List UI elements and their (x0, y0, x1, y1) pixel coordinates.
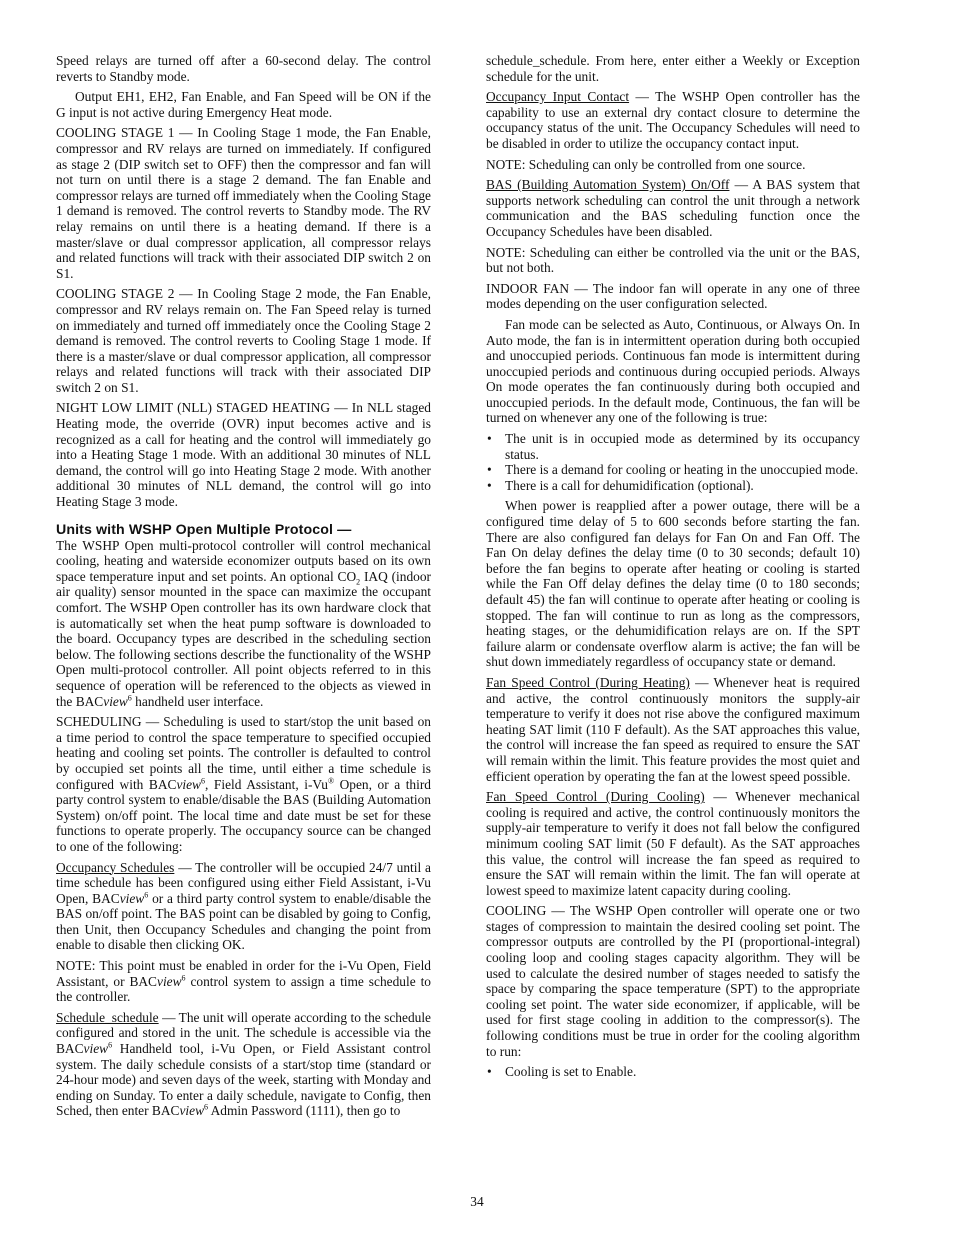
paragraph-night-low-limit: NIGHT LOW LIMIT (NLL) STAGED HEATING — In NLL staged Heating mode, the override (OVR) input becomes active and is recognized as a call for heating and the control will immediately go into a Heating Stage 1 mode. With an additional 30 minutes of NLL demand, the control will go into Heating Stage 2 mode. With another additional 30 minutes of NLL demand, the control will go into Heating Stage 3 mode. (56, 400, 431, 510)
term-fan-speed-cooling: Fan Speed Control (During Cooling) (486, 789, 705, 805)
paragraph-scheduling: SCHEDULING — Scheduling is used to start/stop the unit based on a time period to control the space temperature to specified occupied heating and cooling set points. The controller is defaulted to control by occupied set points all the time, until either a time schedule is configured with BACview$^6$, Field Assistant, i-Vu® Open, or a third party control system to enable/disable the BAS (Building Automation System) on/off point. The local time and date must be set for these functions to operate properly. The occupancy source can be changed to one of the following: (56, 714, 431, 854)
paragraph-power-outage-delay: When power is reapplied after a power outage, there will be a configured time delay of 5 to 600 seconds before starting the fan. There are also configured fan delays for Fan On and Fan Off. The Fan On delay defines the delay time (0 to 30 seconds; default 10) before the fan begins to operate after heating or cooling is started while the Fan Off delay defines the delay time (0 to 180 seconds; default 45) the fan will continue to operate after heating or cooling is stopped. The fan will continue to run as long as the compressors, heating stages, or the dehumidification relays are on. If the SPT failure alarm or condensate overflow alarm is active; the fan will be shut down immediately regardless of occupancy state or demand. (486, 498, 860, 670)
paragraph-emergency-heat-outputs: Output EH1, EH2, Fan Enable, and Fan Speed will be ON if the G input is not active during Emergency Heat mode. (56, 89, 431, 120)
paragraph-schedule-schedule: Schedule_schedule — The unit will operate according to the schedule configured and stored in the unit. The schedule is accessible via the BACview$^6$ Handheld tool, i-Vu Open, or Field Assistant control system. The daily schedule consists of a start/stop time (standard or 24-hour mode) and seven days of the week, starting with Monday and ending on Sunday. To enter a daily schedule, navigate to Config, then Sched, then enter BACview$^6$ Admin Password (1111), then go to (56, 1009, 431, 1119)
left-column (56, 53, 431, 1124)
term-occupancy-input-contact: Occupancy Input Contact (486, 89, 630, 105)
term-fan-speed-heating: Fan Speed Control (During Heating) (486, 674, 690, 690)
cooling-conditions-list (486, 1064, 860, 1080)
fan-conditions-list (486, 431, 860, 493)
list-item: • There is a demand for cooling or heating in the unoccupied mode. (487, 462, 859, 478)
term-schedule-schedule: Schedule_schedule (56, 1009, 159, 1025)
paragraph-note-unit-or-bas: NOTE: Scheduling can either be controlled via the unit or the BAS, but not both. (486, 244, 860, 276)
paragraph-cooling: COOLING — The WSHP Open controller will operate one or two stages of compression to maintain the desired cooling set point. The compressor outputs are controlled by the PI (proportional-integral) cooling loop and cooling stages capacity algorithm. They will be used to calculate the desired number of stages needed to satisfy the space by comparing the space temperature (SPT) to the appropriate cooling set point. The water side economizer, if applicable, will be used for first stage cooling in addition to the compressor(s). The following conditions must be true in order for the cooling algorithm to run: (486, 903, 860, 1059)
paragraph-occupancy-input-contact: Occupancy Input Contact — The WSHP Open controller has the capability to use an external dry contact closure to determine the occupancy status of the unit. The Occupancy Schedules will need to be disabled in order to utilize the occupancy contact input. (486, 89, 860, 151)
paragraph-schedule-continued: schedule_schedule. From here, enter either a Weekly or Exception schedule for the unit. (486, 53, 860, 84)
right-column (486, 53, 860, 1085)
paragraph-bas-on-off: BAS (Building Automation System) On/Off — A BAS system that supports network scheduling can control the unit through a network communication and the BAS scheduling function once the Occupancy Schedules have been disabled. (486, 177, 860, 239)
list-item: • There is a call for dehumidification (optional). (487, 477, 754, 493)
page-number: 34 (470, 1194, 484, 1209)
paragraph-note-point-enabled: NOTE: This point must be enabled in order for the i-Vu Open, Field Assistant, or BACview$^6$ control system to assign a time schedule to the controller. (56, 958, 431, 1005)
term-bas-on-off: BAS (Building Automation System) On/Off (486, 177, 730, 193)
term-occupancy-schedules: Occupancy Schedules (56, 859, 175, 875)
paragraph-wshp-open-intro: The WSHP Open multi-protocol controller will control mechanical cooling, heating and waterside economizer outputs based on its own space temperature input and set points. An optional $CO_2$ IAQ (indoor air quality) sensor mounted in the space can maximize the occupant comfort. The WSHP Open controller has its own hardware clock that is automatically set when the heat pump software is downloaded to the board. Occupancy types are described in the scheduling section below. The following sections describe the functionality of the WSHP Open multi-protocol controller. All point objects referred to in this sequence of operation will be referenced to the objects as viewed in the BACview$^6$ handheld user interface. (56, 537, 431, 709)
paragraph-cooling-stage-2: COOLING STAGE 2 — In Cooling Stage 2 mode, the Fan Enable, compressor and RV relays remain on. The Fan Speed relay is turned on immediately and turned off immediately once the Cooling Stage 2 demand is removed. The control reverts to Cooling Stage 1 mode. If there is a master/slave or dual compressor application, all compressor relays and related functions will track with their associated DIP switch 2 on S1. (56, 286, 431, 395)
paragraph-fan-speed-heating: Fan Speed Control (During Heating) — Whenever heat is required and active, the control continuously monitors the supply-air temperature to verify it does not rise above the configured maximum heating SAT limit (110 F default). As the SAT approaches this value, the control will increase the fan speed as required to ensure the SAT will remain within the limit. This feature provides the most quiet and efficient operation by operating the fan at the lowest speed possible. (486, 674, 860, 784)
list-item: • The unit is in occupied mode as determined by its occupancy status. (487, 431, 860, 462)
paragraph-fan-speed-cooling: Fan Speed Control (During Cooling) — Whenever mechanical cooling is required and active, the control continuously monitors the supply-air temperature to verify it does not fall below the configured minimum cooling SAT limit (50 F default). As the SAT approaches this value, the control will increase the fan speed as required to ensure the SAT will remain within the limit. The fan will operate at lowest speed to maximize latent capacity during cooling. (486, 789, 860, 898)
paragraph-speed-relays: Speed relays are turned off after a 60-second delay. The control reverts to Standby mode. (56, 53, 431, 84)
paragraph-occupancy-schedules: Occupancy Schedules — The controller will be occupied 24/7 until a time schedule has been configured using either Field Assistant, i-Vu Open, BACview$^6$ or a third party control system to enable/disable the BAS on/off point. The BAS point can be disabled by going to Config, then Unit, then Occupancy Schedules and changing the point from enable to disable then clicking OK. (56, 859, 431, 953)
paragraph-note-one-source: NOTE: Scheduling can only be controlled from one source. (486, 156, 806, 172)
paragraph-cooling-stage-1: COOLING STAGE 1 — In Cooling Stage 1 mode, the Fan Enable, compressor and RV relays are turned on immediately. If configured as stage 2 (DIP switch set to OFF) then the compressor and fan will not turn on until there is a stage 2 demand. The fan Enable and compressor relays are turned off immediately when the Cooling Stage 1 demand is removed. The control reverts to Standby mode. The RV relay remains on until there is a heating demand. If there is a master/slave or dual compressor application, all compressor relays and related functions will track with their associated DIP switch 2 on S1. (56, 125, 431, 281)
list-item: • Cooling is set to Enable. (487, 1064, 637, 1080)
section-heading-wshp-open: Units with WSHP Open Multiple Protocol — (56, 521, 352, 538)
paragraph-fan-mode: Fan mode can be selected as Auto, Continuous, or Always On. In Auto mode, the fan is in intermittent operation during both occupied and unoccupied periods. Continuous fan mode is intermittent during unoccupied periods and continuous during occupied periods. Always On mode operates the fan continuously during both occupied and unoccupied periods. In the default mode, Continuous, the fan will be turned on whenever any one of the following is true: (486, 316, 860, 426)
paragraph-indoor-fan: INDOOR FAN — The indoor fan will operate in any one of three modes depending on the user configuration selected. (486, 280, 860, 312)
